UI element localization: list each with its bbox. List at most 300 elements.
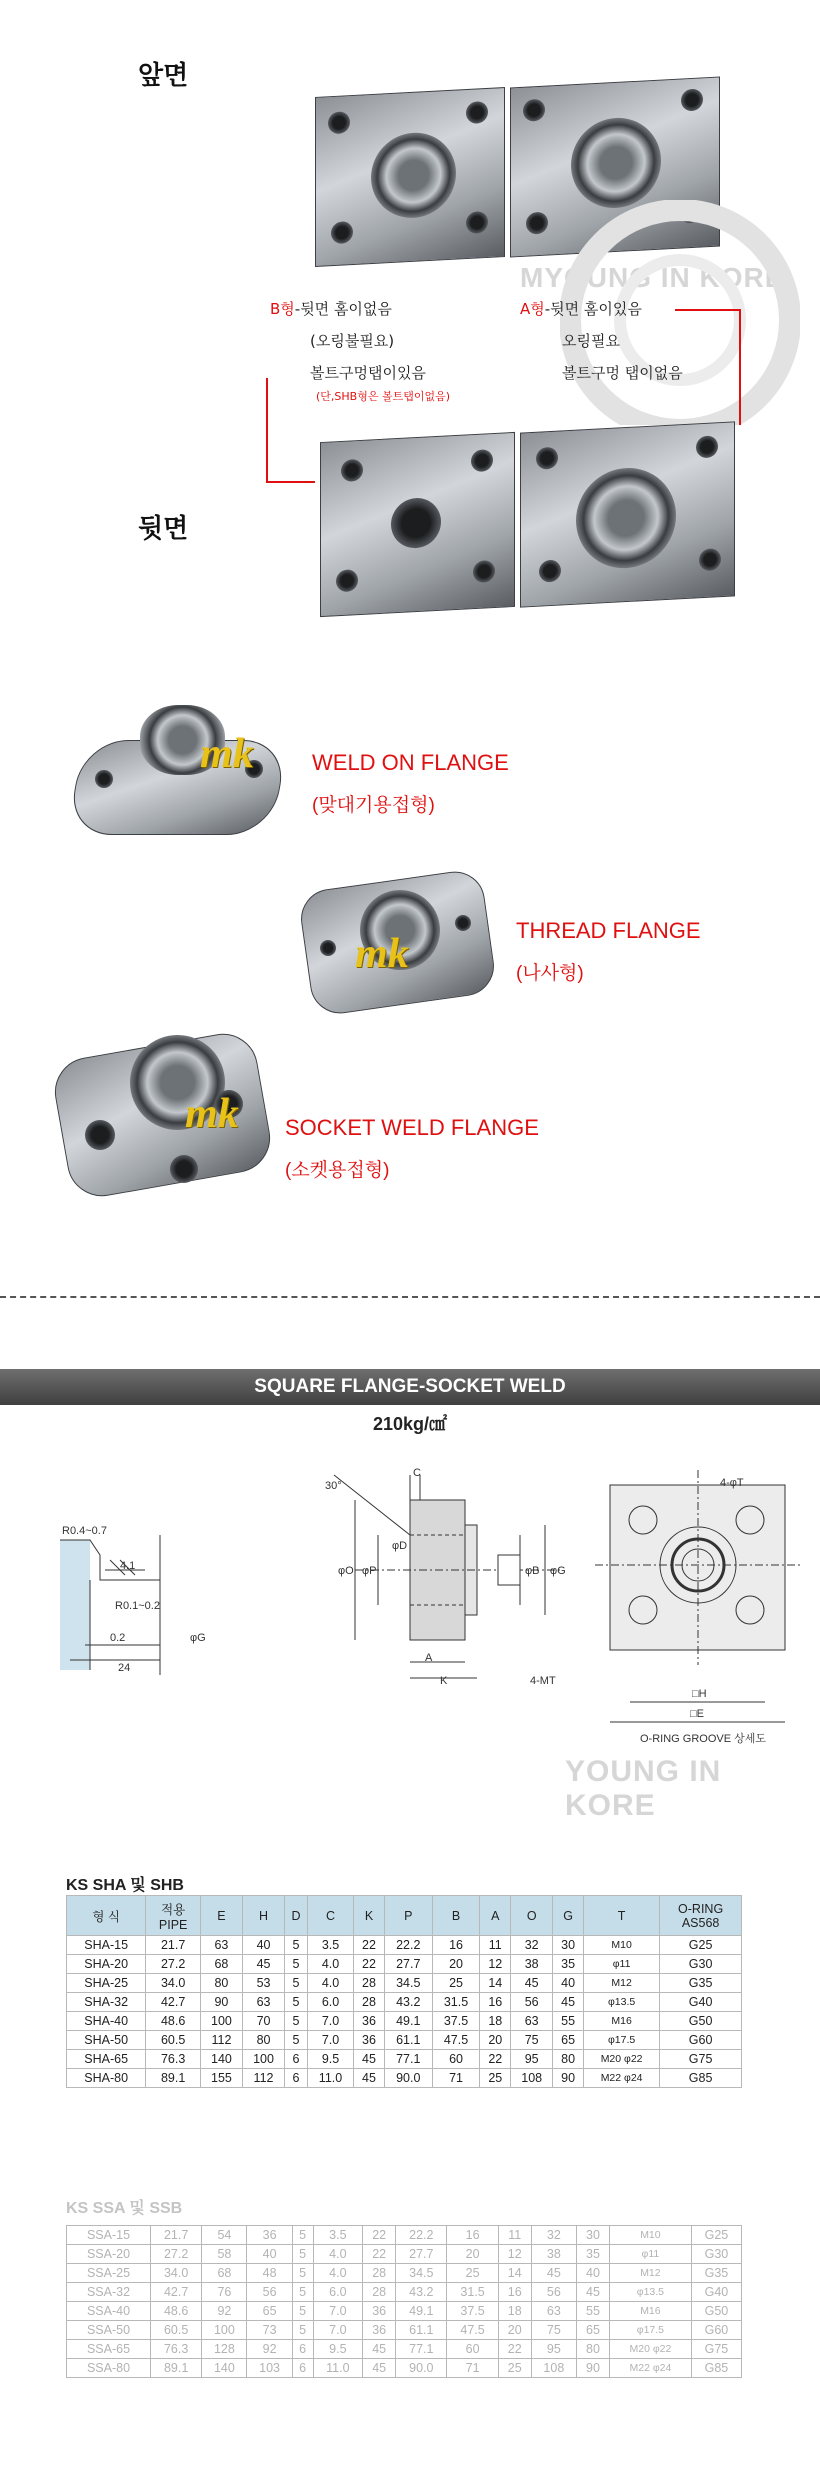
dim-d1: 4.1 [120,1560,136,1572]
table-cell: 103 [247,2359,292,2378]
table-cell: 25 [432,1974,480,1993]
bolt-hole [455,915,471,931]
table-cell: 7.0 [307,2012,353,2031]
table-row [67,2031,742,2050]
table-cell: 6.0 [313,2283,363,2302]
dim-e: □E [690,1708,704,1720]
table-header-cell: P [384,1896,432,1936]
table-cell: 6.0 [307,1993,353,2012]
o-ring-groove [576,465,676,570]
table-cell: 80 [576,2340,609,2359]
dim-c: C [413,1467,421,1479]
table-row [67,2012,742,2031]
table-cell: 22 [363,2226,396,2245]
bore [371,131,456,220]
table-header-cell: O-RING AS568 [660,1896,742,1936]
table-cell: 31.5 [432,1993,480,2012]
bolt-hole [466,211,488,234]
flange-block-back-left [320,432,515,617]
table-cell: 56 [531,2283,576,2302]
pressure-rating: 210kg/㎠ [372,1414,448,1434]
table-cell: M22 φ24 [609,2359,691,2378]
table-cell: 18 [480,2012,511,2031]
table-cell: M12 [584,1974,660,1993]
table-cell: φ11 [584,1955,660,1974]
table-cell: M16 [609,2302,691,2321]
table-cell: 47.5 [432,2031,480,2050]
table-cell: 22 [363,2245,396,2264]
table-cell: G85 [660,2069,742,2088]
table-cell: 43.2 [384,1993,432,2012]
table-cell: M22 φ24 [584,2069,660,2088]
table-cell: SHA-15 [67,1936,146,1955]
table-cell: G75 [691,2340,741,2359]
table-cell: M20 φ22 [609,2340,691,2359]
table-cell: 89.1 [146,2069,201,2088]
bolt-hole [473,560,495,583]
dim-g2: φG [190,1632,206,1644]
table-cell: 36 [354,2012,385,2031]
table-cell: 100 [202,2321,247,2340]
bolt-hole [336,569,358,592]
table-row [67,1993,742,2012]
table-cell: 75 [531,2321,576,2340]
table-cell: 53 [242,1974,284,1993]
table-cell: 65 [247,2302,292,2321]
table-cell: 30 [576,2226,609,2245]
weld-on-flange-title: WELD ON FLANGE [312,750,509,775]
table-cell: SHA-50 [67,2031,146,2050]
ks-ssa-title: KS SSA 및 SSB [66,2200,183,2217]
table-cell: 22.2 [396,2226,447,2245]
table-cell: 65 [553,2031,584,2050]
bolt-hole [526,212,548,235]
table-cell: φ11 [609,2245,691,2264]
table-cell: 90 [576,2359,609,2378]
dim-b: φB [525,1565,540,1577]
table-cell: 45 [576,2283,609,2302]
table-cell: SSA-15 [67,2226,151,2245]
table-cell: 100 [242,2050,284,2069]
table-cell: 90 [553,2069,584,2088]
table-cell: 55 [576,2302,609,2321]
table-cell: 90.0 [396,2359,447,2378]
table-cell: 45 [242,1955,284,1974]
table-cell: 30 [553,1936,584,1955]
bolt-hole [699,548,721,571]
table-cell: 65 [576,2321,609,2340]
table-row [67,2283,742,2302]
socket-weld-flange-photo [55,1020,280,1195]
table-cell: 45 [354,2050,385,2069]
table-row [67,1936,742,1955]
b-type-line1: B형-뒷면 홈이없음 [270,300,392,318]
table-cell: G50 [660,2012,742,2031]
dim-t: 4-φT [720,1477,744,1489]
table-cell: φ17.5 [609,2321,691,2340]
table-cell: 9.5 [313,2340,363,2359]
weld-on-flange-sub: (맞대기용접형) [312,795,435,816]
table-cell: 60.5 [151,2321,202,2340]
table-cell: SSA-65 [67,2340,151,2359]
table-cell: 37.5 [447,2302,498,2321]
section-divider [0,1296,820,1298]
table-cell: 12 [480,1955,511,1974]
table-cell: 34.5 [384,1974,432,1993]
table-cell: M10 [584,1936,660,1955]
table-cell: 18 [498,2302,531,2321]
table-cell: 45 [553,1993,584,2012]
table-cell: 108 [511,2069,553,2088]
table-cell: 5 [292,2302,313,2321]
table-cell: 55 [553,2012,584,2031]
table-cell: 5 [285,1993,308,2012]
back-label: 뒷면 [138,514,189,544]
table-cell: 35 [576,2245,609,2264]
table-cell: 89.1 [151,2359,202,2378]
table-cell: G60 [660,2031,742,2050]
table-cell: 34.0 [146,1974,201,1993]
dim-k: K [440,1675,448,1687]
table-header-cell: C [307,1896,353,1936]
table-cell: 16 [498,2283,531,2302]
dim-deg: 30° [325,1480,342,1492]
table-cell: 38 [531,2245,576,2264]
table-header-cell: T [584,1896,660,1936]
bolt-hole [523,99,545,122]
table-cell: SHA-25 [67,1974,146,1993]
table-row [67,2069,742,2088]
table-header-cell: O [511,1896,553,1936]
table-cell: 5 [292,2264,313,2283]
table-cell: 60.5 [146,2031,201,2050]
table-cell: 68 [200,1955,242,1974]
a-type-line2: 오링필요 [562,332,620,350]
table-cell: 4.0 [313,2245,363,2264]
table-cell: 32 [531,2226,576,2245]
table-cell: 11.0 [307,2069,353,2088]
table-header-cell: D [285,1896,308,1936]
ks-sha-table [66,1895,742,2088]
weld-on-flange-photo [75,690,295,850]
bore [571,116,661,211]
table-cell: 25 [480,2069,511,2088]
mk-logo: mk [355,931,409,977]
bolt-hole [328,111,350,134]
table-cell: 22 [354,1936,385,1955]
front-label: 앞면 [138,61,189,91]
table-cell: 22 [480,2050,511,2069]
table-cell: 5 [285,2031,308,2050]
table-header-row [67,1896,742,1936]
table-row [67,2321,742,2340]
table-cell: 36 [363,2321,396,2340]
table-cell: 5 [292,2245,313,2264]
dim-h: □H [692,1688,707,1700]
table-row [67,1974,742,1993]
table-cell: 76 [202,2283,247,2302]
dim-mt: 4-MT [530,1675,556,1687]
table-cell: 5 [285,1936,308,1955]
table-cell: 36 [354,2031,385,2050]
table-cell: 61.1 [384,2031,432,2050]
table-row [67,2245,742,2264]
table-cell: 40 [242,1936,284,1955]
table-cell: G50 [691,2302,741,2321]
table-cell: 47.5 [447,2321,498,2340]
b-type-note: (단,SHB형은 볼트탭이없음) [316,390,451,403]
table-cell: 6 [285,2050,308,2069]
table-header-cell: G [553,1896,584,1936]
table-cell: G30 [660,1955,742,1974]
bolt-hole [696,435,718,458]
table-cell: 45 [363,2340,396,2359]
table-header-cell: H [242,1896,284,1936]
table-cell: 21.7 [146,1936,201,1955]
table-cell: SHA-32 [67,1993,146,2012]
table-cell: 42.7 [146,1993,201,2012]
table-cell: 45 [354,2069,385,2088]
bolt-hole [341,459,363,482]
table-cell: 28 [363,2283,396,2302]
table-cell: 40 [247,2245,292,2264]
table-cell: 63 [511,2012,553,2031]
flange-block-back-right [520,421,735,607]
ks-ssa-table [66,2225,742,2378]
table-cell: 73 [247,2321,292,2340]
table-cell: 31.5 [447,2283,498,2302]
table-header-cell: 형 식 [67,1896,146,1936]
table-cell: 16 [480,1993,511,2012]
table-cell: 80 [242,2031,284,2050]
table-cell: G40 [691,2283,741,2302]
table-cell: SHA-40 [67,2012,146,2031]
table-cell: 25 [447,2264,498,2283]
table-cell: 22 [498,2340,531,2359]
socket-weld-flange-sub: (소켓용접형) [285,1160,390,1181]
table-cell: SHA-80 [67,2069,146,2088]
table-cell: 5 [292,2321,313,2340]
table-cell: 5 [285,1974,308,1993]
table-cell: 45 [531,2264,576,2283]
table-cell: 4.0 [313,2264,363,2283]
table-cell: 12 [498,2245,531,2264]
table-cell: 9.5 [307,2050,353,2069]
b-type-line2: (오링불필요) [310,332,395,350]
groove-detail-caption: O-RING GROOVE 상세도 [640,1733,766,1745]
table-cell: 128 [202,2340,247,2359]
table-cell: 28 [354,1993,385,2012]
table-cell: 35 [553,1955,584,1974]
table-cell: 45 [511,1974,553,1993]
table-cell: 27.2 [151,2245,202,2264]
table-header-cell: E [200,1896,242,1936]
table-cell: 28 [354,1974,385,1993]
table-cell: 68 [202,2264,247,2283]
table-cell: 34.5 [396,2264,447,2283]
table-cell: 7.0 [307,2031,353,2050]
table-cell: 108 [531,2359,576,2378]
bolt-hole [170,1155,198,1183]
table-cell: 14 [480,1974,511,1993]
table-cell: 90.0 [384,2069,432,2088]
table-cell: 14 [498,2264,531,2283]
table-row [67,2340,742,2359]
table-row [67,2302,742,2321]
table-cell: 75 [511,2031,553,2050]
table-cell: 71 [447,2359,498,2378]
table-cell: 49.1 [384,2012,432,2031]
table-cell: 5 [285,1955,308,1974]
table-cell: G35 [660,1974,742,1993]
thread-flange-sub: (나사형) [516,963,584,984]
table-header-cell: B [432,1896,480,1936]
table-cell: 40 [553,1974,584,1993]
table-cell: 40 [576,2264,609,2283]
table-cell: 5 [292,2283,313,2302]
dim-p: φP [362,1565,377,1577]
table-cell: 37.5 [432,2012,480,2031]
table-cell: M20 φ22 [584,2050,660,2069]
table-cell: 16 [432,1936,480,1955]
bolt-hole [331,221,353,244]
dim-d: φD [392,1540,408,1552]
table-cell: G35 [691,2264,741,2283]
table-cell: SSA-40 [67,2302,151,2321]
table-cell: 4.0 [307,1955,353,1974]
bolt-hole [85,1120,115,1150]
table-row [67,1955,742,1974]
table-cell: 140 [202,2359,247,2378]
table-cell: 11 [480,1936,511,1955]
flange-block-front-left [315,87,505,267]
table-cell: SSA-80 [67,2359,151,2378]
bolt-hole [95,770,113,788]
table-cell: 48.6 [151,2302,202,2321]
table-cell: G30 [691,2245,741,2264]
spec-title-band [0,1369,820,1405]
table-cell: 20 [432,1955,480,1974]
table-cell: 92 [247,2340,292,2359]
a-type-line1: A형-뒷면 홈이있음 [520,300,642,318]
bolt-hole [466,101,488,124]
table-cell: 32 [511,1936,553,1955]
table-cell: 76.3 [146,2050,201,2069]
table-cell: 34.0 [151,2264,202,2283]
table-cell: 3.5 [307,1936,353,1955]
bolt-hole [536,447,558,470]
table-cell: G60 [691,2321,741,2340]
back-photo [315,425,745,625]
table-cell: 95 [531,2340,576,2359]
table-cell: 49.1 [396,2302,447,2321]
table-cell: 20 [498,2321,531,2340]
bolt-hole [471,449,493,472]
table-cell: φ13.5 [609,2283,691,2302]
table-cell: 71 [432,2069,480,2088]
bolt-hole [320,940,336,956]
table-header-cell: 적용 PIPE [146,1896,201,1936]
table-cell: 7.0 [313,2321,363,2340]
table-row [67,2050,742,2069]
table-cell: 5 [292,2226,313,2245]
dim-a: A [425,1652,433,1664]
table-cell: M12 [609,2264,691,2283]
table-cell: 6 [292,2340,313,2359]
table-cell: 95 [511,2050,553,2069]
table-cell: 3.5 [313,2226,363,2245]
table-row [67,2264,742,2283]
table-cell: 112 [242,2069,284,2088]
table-cell: 48.6 [146,2012,201,2031]
dim-g: φG [550,1565,566,1577]
table-cell: 80 [200,1974,242,1993]
table-cell: 140 [200,2050,242,2069]
table-cell: 43.2 [396,2283,447,2302]
table-cell: 28 [363,2264,396,2283]
table-cell: 90 [200,1993,242,2012]
table-header-cell: A [480,1896,511,1936]
table-cell: 76.3 [151,2340,202,2359]
table-cell: 20 [447,2245,498,2264]
table-cell: G75 [660,2050,742,2069]
table-cell: 54 [202,2226,247,2245]
table-cell: 56 [247,2283,292,2302]
table-cell: 45 [363,2359,396,2378]
table-cell: 27.7 [396,2245,447,2264]
socket-weld-flange-title: SOCKET WELD FLANGE [285,1115,539,1140]
mk-logo: mk [200,731,254,777]
table-cell: 21.7 [151,2226,202,2245]
dim-d2: 0.2 [110,1632,126,1644]
table-cell: 77.1 [396,2340,447,2359]
table-cell: 42.7 [151,2283,202,2302]
a-type-line3: 볼트구멍 탭이없음 [562,364,683,382]
table-cell: SSA-25 [67,2264,151,2283]
table-cell: M16 [584,2012,660,2031]
table-cell: φ17.5 [584,2031,660,2050]
thread-flange-title: THREAD FLANGE [516,918,701,943]
bolt-hole [681,88,703,111]
ks-sha-title: KS SHA 및 SHB [66,1877,184,1894]
table-header-cell: K [354,1896,385,1936]
b-type-line3: 볼트구멍탭이있음 [310,364,426,382]
table-cell: 27.7 [384,1955,432,1974]
table-cell: 80 [553,2050,584,2069]
table-cell: 6 [292,2359,313,2378]
table-cell: 5 [285,2012,308,2031]
table-cell: 63 [242,1993,284,2012]
table-cell: 92 [202,2302,247,2321]
table-cell: 22 [354,1955,385,1974]
table-cell: 48 [247,2264,292,2283]
dim-r2: R0.1~0.2 [115,1600,160,1612]
table-cell: M10 [609,2226,691,2245]
table-cell: 56 [511,1993,553,2012]
table-cell: φ13.5 [584,1993,660,2012]
table-cell: 4.0 [307,1974,353,1993]
spec-title: SQUARE FLANGE-SOCKET WELD [254,1376,566,1397]
table-cell: 36 [247,2226,292,2245]
table-cell: 36 [363,2302,396,2321]
table-cell: 25 [498,2359,531,2378]
table-cell: 155 [200,2069,242,2088]
table-cell: 58 [202,2245,247,2264]
table-cell: 20 [480,2031,511,2050]
table-cell: 7.0 [313,2302,363,2321]
bore [391,497,441,550]
table-cell: SSA-20 [67,2245,151,2264]
